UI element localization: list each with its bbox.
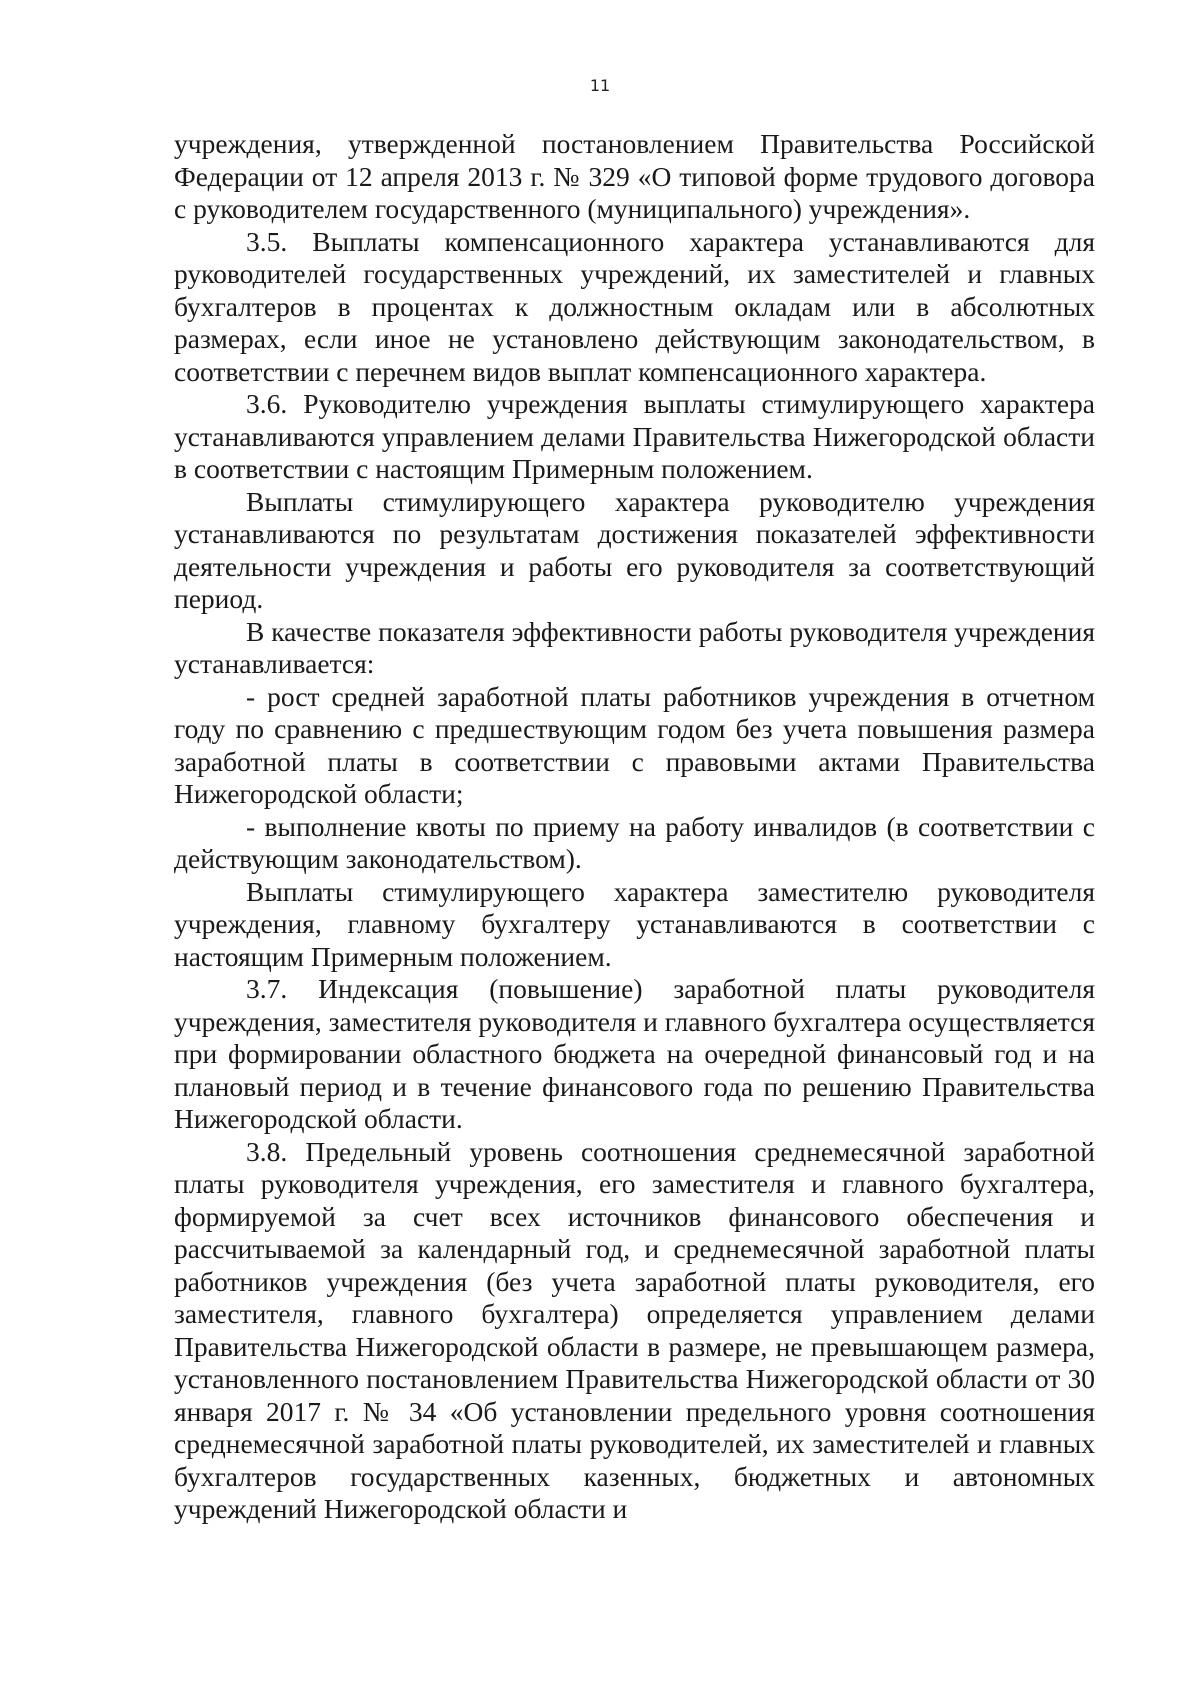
- paragraph-efficiency-indicator: В качестве показателя эффективности работы руководителя учреждения устанавливается:: [174, 615, 1095, 679]
- paragraph-3-6: 3.6. Руководителю учреждения выплаты стимулирующего характера устанавливаются управлением делами Правительства Нижегородской области в соответствии с настоящим Примерным положением.: [174, 388, 1095, 484]
- page-number: 11: [589, 76, 611, 95]
- paragraph-3-5: 3.5. Выплаты компенсационного характера устанавливаются для руководителей государственных учреждений, их заместителей и главных бухгалтеров в процентах к должностным окладам или в абсолютных размерах, если иное не установлено действующим законодательством, в соответствии с перечнем видов выплат компенсационного характера.: [174, 225, 1095, 387]
- paragraph-continuation: учреждения, утвержденной постановлением Правительства Российской Федерации от 12 апреля 2013 г. № 329 «О типовой форме трудового договора с руководителем государственного (муниципального) учреждения».: [174, 128, 1095, 224]
- paragraph-3-8: 3.8. Предельный уровень соотношения среднемесячной заработной платы руководителя учреждения, его заместителя и главного бухгалтера, формируемой за счет всех источников финансового обеспечения и рассчитываемой за календарный год, и среднемесячной заработной платы работников учреждения (без учета заработной платы руководителя, его заместителя, главного бухгалтера) определяется управлением делами Правительства Нижегородской области в размере, не превышающем размера, установленного постановлением Правительства Нижегородской области от 30 января 2017 г. № 34 «Об установлении предельного уровня соотношения среднемесячной заработной платы руководителей, их заместителей и главных бухгалтеров государственных казенных, бюджетных и автономных учреждений Нижегородской области и: [174, 1135, 1095, 1524]
- list-item-salary-growth: - рост средней заработной платы работников учреждения в отчетном году по сравнению с предшествующим годом без учета повышения размера заработной платы в соответствии с правовыми актами Правительства Нижегородской области;: [174, 680, 1095, 809]
- document-body: [174, 128, 1095, 1526]
- list-item-disability-quota: - выполнение квоты по приему на работу инвалидов (в соответствии с действующим законодательством).: [174, 810, 1095, 874]
- paragraph-deputy-payments: Выплаты стимулирующего характера заместителю руководителя учреждения, главному бухгалтеру устанавливаются в соответствии с настоящим Примерным положением.: [174, 875, 1095, 972]
- paragraph-3-7: 3.7. Индексация (повышение) заработной платы руководителя учреждения, заместителя руководителя и главного бухгалтера осуществляется при формировании областного бюджета на очередной финансовый год и на плановый период и в течение финансового года по решению Правительства Нижегородской области.: [174, 973, 1095, 1134]
- paragraph-incentive-payments: Выплаты стимулирующего характера руководителю учреждения устанавливаются по результатам достижения показателей эффективности деятельности учреждения и работы его руководителя за соответствующий период.: [174, 485, 1095, 614]
